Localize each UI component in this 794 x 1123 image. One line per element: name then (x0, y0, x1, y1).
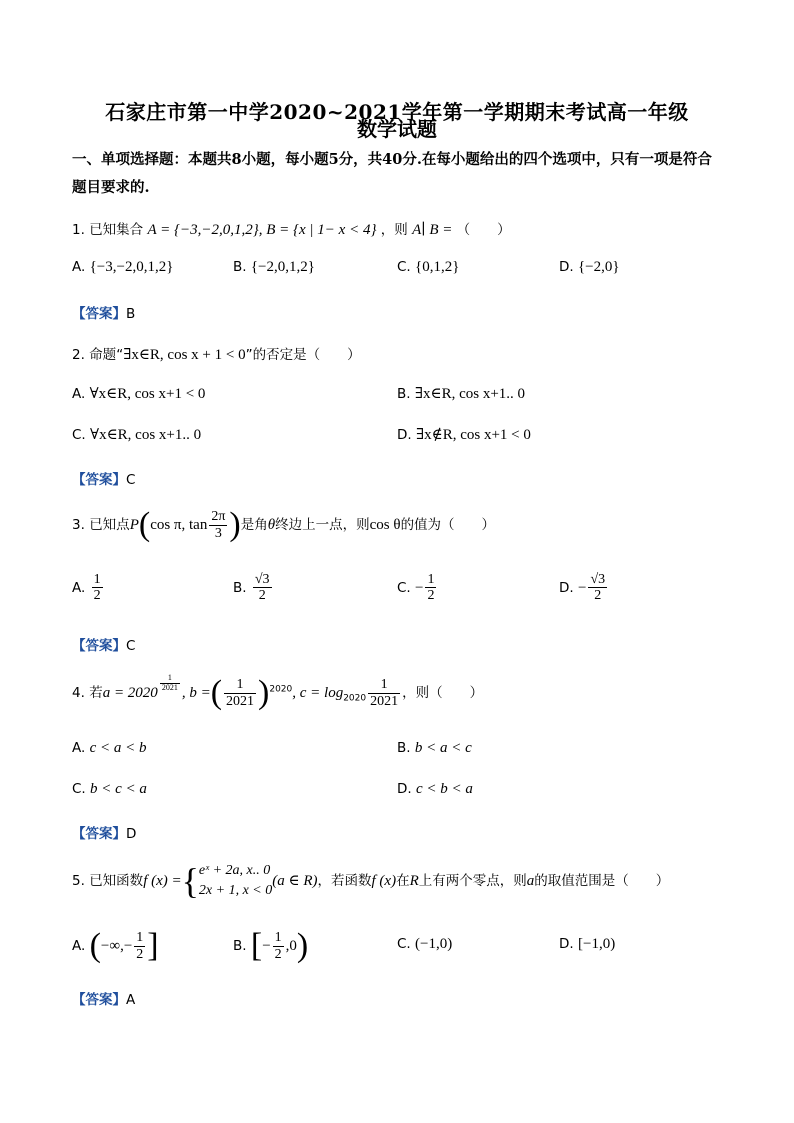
option-a: A. {−3,−2,0,1,2} (72, 259, 174, 275)
option-c: C. (−1,0) (397, 936, 453, 952)
option-d: D. {−2,0} (559, 259, 620, 275)
question-number: 2. (72, 347, 85, 363)
question-text: （ ） (456, 222, 511, 238)
option-b: B. ∃x∈R, cos x+1.. 0 (397, 386, 526, 402)
question-math: A = {−3,−2,0,1,2}, B = {x | 1− x < 4} (147, 222, 377, 238)
question-5: 5. 已知函数f (x) ={ eˣ + 2a, x.. 0 2x + 1, x < 0 (a ∈ R)，若函数f (x)在R上有两个零点，则a的取值范围是（ ） (72, 861, 670, 901)
option-a: A. ∀x∈R, cos x+1 < 0 (72, 386, 206, 402)
option-d: D. ∃x∉R, cos x+1 < 0 (397, 427, 531, 443)
option-b: B. $\frac{√3}{2}$ (233, 572, 270, 604)
answer-3: 【答案】C (72, 638, 136, 654)
question-2: 2. 命题“∃x∈R, cos x + 1 < 0”的否定是（ ） (72, 347, 361, 363)
answer-1: 【答案】B (72, 306, 136, 322)
question-3: 3. 已知点P(cos π, tan $\frac{2\pi}{3}$ )是角θ终边上一点，则cos θ的值为（ ） (72, 506, 496, 543)
question-1 (72, 218, 511, 239)
option-a: A. c < a < b (72, 740, 147, 756)
exam-title: 石家庄市第一中学2020~2021学年第一学期期末考试高一年级 (105, 100, 689, 124)
option-b: B. [− $\frac{1}{2}$ ,0) (233, 927, 309, 964)
answer-2: 【答案】C (72, 472, 136, 488)
option-c: C. − $\frac{1}{2}$ (397, 572, 435, 604)
option-c: C. b < c < a (72, 781, 147, 797)
option-d: D. − $\frac{√3}{2}$ (559, 572, 606, 604)
answer-4: 【答案】D (72, 826, 137, 842)
exam-subject-title: 数学试题 (357, 117, 437, 141)
question-4: 4. 若a = 2020 $\frac{1}{2021}$ , b =( $\frac{1}{2021}$ )$^{2020}$, $c = \log_{2020}$ $\frac{1}{2021}$ ，则（ ） (72, 673, 484, 711)
option-a: A. $\frac{1}{2}$ (72, 572, 101, 604)
option-c: C. ∀x∈R, cos x+1.. 0 (72, 427, 202, 443)
option-b: B. {−2,0,1,2} (233, 259, 315, 275)
option-a: A. (−∞,− $\frac{1}{2}$ ] (72, 927, 159, 964)
option-c: C. {0,1,2} (397, 259, 460, 275)
question-math: A∣ B = (412, 222, 453, 238)
section-heading: 一、单项选择题：本题共8小题，每小题5分，共40分.在每小题给出的四个选项中，只有一项是符合题目要求的. (72, 151, 712, 196)
question-text: ，则 (380, 222, 408, 238)
option-b: B. b < a < c (397, 740, 472, 756)
option-d: D. c < b < a (397, 781, 473, 797)
question-number: 1. (72, 222, 85, 238)
question-text: 已知集合 (89, 222, 144, 238)
option-d: D. [−1,0) (559, 936, 616, 952)
answer-5: 【答案】A (72, 992, 136, 1008)
